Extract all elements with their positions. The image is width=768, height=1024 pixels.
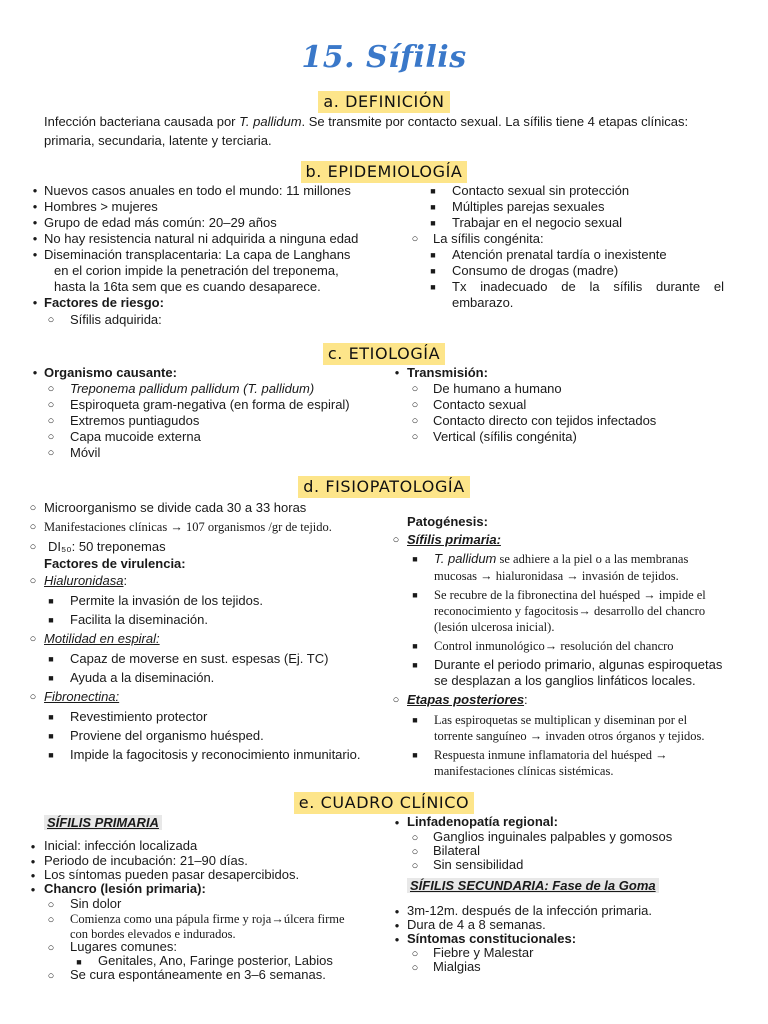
definicion-paragraph: Infección bacteriana causada por T. pallidum. Se transmite por contacto sexual. La sífilis tiene 4 etapas clínicas: primaria, secundaria, latente y terciaria. [44,114,689,148]
list-item: DI₅₀: 50 treponemas [48,539,166,554]
patogenesis-heading: Patogénesis: [407,514,488,529]
list-subitem: Impide la fagocitosis y reconocimiento inmunitario. [70,747,361,762]
list-item-heading: Organismo causante: [44,365,177,380]
list-subitem: Control inmunológico→ resolución del chancro [434,639,674,653]
list-subitem: Revestimiento protector [70,709,208,724]
section-heading-definicion: a. DEFINICIÓN [0,91,768,113]
list-item: Grupo de edad más común: 20–29 años [44,215,277,230]
list-subitem: Extremos puntiagudos [70,413,200,428]
list-subitem: Las espiroquetas se multiplican y diseminan por el [434,713,688,727]
list-subsubitem: Genitales, Ano, Faringe posterior, Labios [98,953,333,968]
list-subitem-continued: manifestaciones clínicas sistémicas. [434,764,614,778]
list-item: Nuevos casos anuales en todo el mundo: 11 millones [44,183,351,198]
list-subitem: Sin dolor [70,896,122,911]
list-subitem-continued: (lesión ulcerosa inicial). [434,620,555,634]
list-subitem: Sin sensibilidad [433,857,524,872]
list-subitem: Permite la invasión de los tejidos. [70,593,263,608]
list-item-heading: Chancro (lesión primaria): [44,881,206,896]
list-subitem-continued: se desplazan a los ganglios linfáticos locales. [434,673,696,688]
list-subitem: Contacto sexual sin protección [452,183,630,198]
list-item: Motilidad en espiral: [44,631,160,646]
list-subitem: Respuesta inmune inflamatoria del huésped → [434,748,668,762]
list-subitem: Durante el periodo primario, algunas espiroquetas [434,657,723,672]
list-subitem: Mialgias [433,959,481,974]
list-subitem: Atención prenatal tardía o inexistente [452,247,667,262]
list-item: No hay resistencia natural ni adquirida a ninguna edad [44,231,359,246]
list-subitem-continued: reconocimiento y fagocitosis→ desarrollo del chancro [434,604,706,618]
list-item: Sífilis primaria: [407,532,501,547]
list-item: Fibronectina: [44,689,120,704]
list-item: Diseminación transplacentaria: La capa de Langhans [44,247,351,262]
list-item-heading: Transmisión: [407,365,488,380]
section-heading-epidemiologia: b. EPIDEMIOLOGÍA [0,161,768,183]
list-subitem: Vertical (sífilis congénita) [433,429,577,444]
list-item-continued: en el corion impide la penetración del treponema, [54,263,339,278]
list-item: Inicial: infección localizada [44,838,198,853]
list-item-heading: Linfadenopatía regional: [407,814,558,829]
list-subitem: Contacto sexual [433,397,527,412]
list-item: Los síntomas pueden pasar desapercibidos. [44,867,300,882]
list-subitem: Ayuda a la diseminación. [70,670,215,685]
list-subitem: Se recubre de la fibronectina del huésped → impide el [434,588,706,602]
list-subitem: Facilita la diseminación. [70,612,209,627]
list-item: Periodo de incubación: 21–90 días. [44,853,248,868]
list-subitem-continued: con bordes elevados e indurados. [70,927,236,941]
list-item: Microorganismo se divide cada 30 a 33 horas [44,500,307,515]
section-heading-cuadro-clinico: e. CUADRO CLÍNICO [0,792,768,814]
list-item: 3m-12m. después de la infección primaria. [407,903,652,918]
list-item: La sífilis congénita: [433,231,544,246]
list-subitem: Proviene del organismo huésped. [70,728,264,743]
list-item: Hombres > mujeres [44,199,158,214]
list-subitem: De humano a humano [433,381,562,396]
list-subitem: Consumo de drogas (madre) [452,263,619,278]
list-subitem: Espiroqueta gram-negativa (en forma de espiral) [70,397,350,412]
list-subitem: Múltiples parejas sexuales [452,199,605,214]
list-subitem-continued: torrente sanguíneo → invaden otros órganos y tejidos. [434,729,705,743]
list-subitem: Contacto directo con tejidos infectados [433,413,657,428]
list-subitem: Bilateral [433,843,480,858]
list-subitem: Ganglios inguinales palpables y gomosos [433,829,673,844]
list-subitem-continued: embarazo. [452,295,514,310]
list-subitem: Comienza como una pápula firme y roja→úlcera firme [70,912,345,926]
list-item: Etapas posteriores: [407,692,528,707]
list-item: Dura de 4 a 8 semanas. [407,917,546,932]
section-heading-fisiopatologia: d. FISIOPATOLOGÍA [0,476,768,498]
list-item-continued: hasta la 16ta sem que es cuando desaparece. [54,279,321,294]
list-subitem: Trabajar en el negocio sexual [452,215,623,230]
list-subitem: Capa mucoide externa [70,429,201,444]
list-subitem: Lugares comunes: [70,939,177,954]
list-subitem: Treponema pallidum pallidum (T. pallidum) [70,381,315,396]
virulence-heading: Factores de virulencia: [44,556,186,571]
list-subitem: Sífilis adquirida: [70,312,162,327]
list-subitem: Fiebre y Malestar [433,945,534,960]
primaria-heading: SÍFILIS PRIMARIA [44,815,162,831]
list-subitem: Capaz de moverse en sust. espesas (Ej. TC) [70,651,329,666]
list-subitem: Se cura espontáneamente en 3–6 semanas. [70,967,326,982]
secundaria-heading: SÍFILIS SECUNDARIA: Fase de la Goma [407,878,659,894]
list-subitem-continued: mucosas → hialuronidasa → invasión de tejidos. [434,569,679,583]
list-subitem: Móvil [70,445,101,460]
list-item: Manifestaciones clínicas → 107 organismos /gr de tejido. [44,520,332,534]
list-subitem: Tx inadecuado de la sífilis durante el [452,279,724,294]
list-item-heading: Síntomas constitucionales: [407,931,577,946]
list-item: Hialuronidasa: [44,573,128,588]
list-subitem: T. pallidum se adhiere a la piel o a las membranas [434,551,689,566]
list-item-heading: Factores de riesgo: [44,295,164,310]
section-heading-etiologia: c. ETIOLOGÍA [0,343,768,365]
page-title: 15. Sífilis [301,40,467,75]
